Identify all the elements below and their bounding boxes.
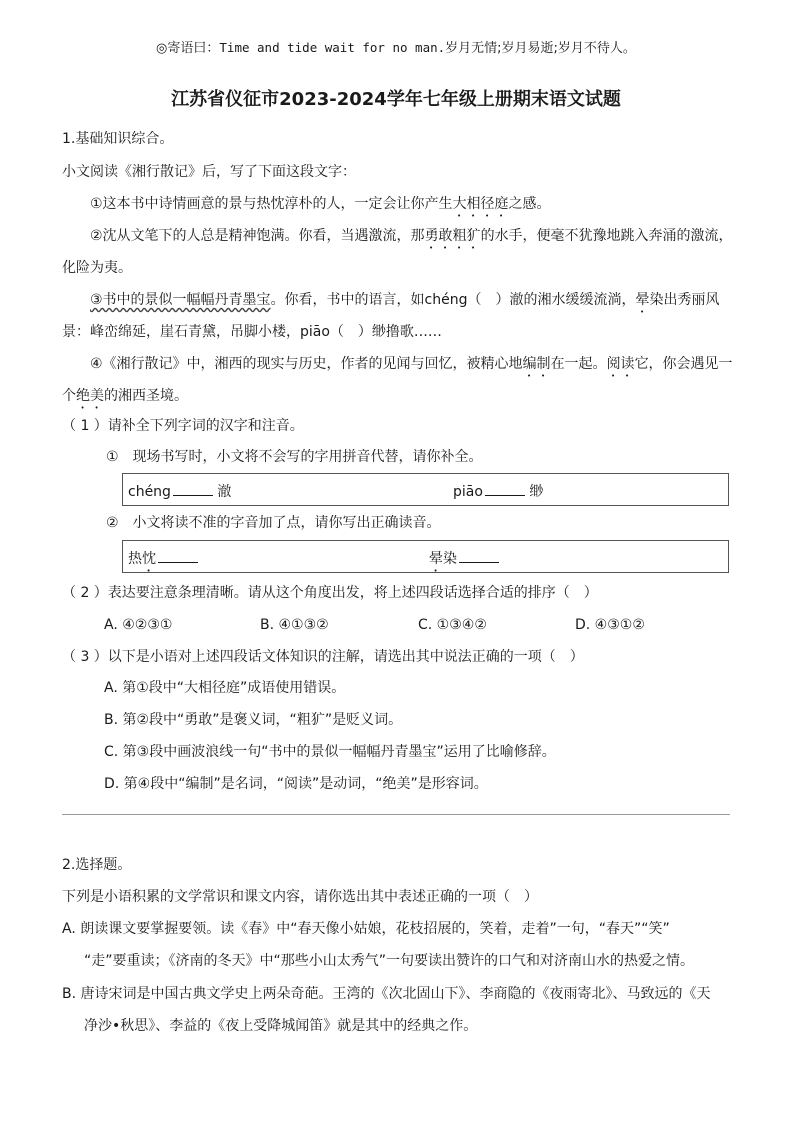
- reading-item-yunran: [429, 548, 499, 575]
- q2-heading: 2.选择题。: [62, 857, 132, 873]
- p4-dotted-read: 阅读: [606, 356, 635, 372]
- reading-answer-box: [122, 540, 729, 573]
- pinyin-piao: piāo: [453, 484, 483, 500]
- page-title: 江苏省仪征市2023-2024学年七年级上册期末语文试题: [171, 89, 621, 110]
- q1-paragraph-4-line-2: [62, 386, 188, 412]
- p1-text-c: 之感。: [508, 196, 551, 212]
- p2-dotted-rough: 粗犷: [452, 228, 481, 244]
- answer-blank[interactable]: [459, 548, 499, 563]
- char-miao: 缈: [529, 484, 544, 500]
- q1-paragraph-4-line-1: [90, 354, 733, 380]
- q1-sub3-option-c[interactable]: C. 第③段中画波浪线一句“书中的景似一幅幅丹青墨宝”运用了比喻修辞。: [104, 744, 556, 760]
- option-c[interactable]: C. ①③④②: [418, 617, 487, 633]
- q2-option-b-line-1[interactable]: B. 唐诗宋词是中国古典文学史上两朵奇葩。王湾的《次北固山下》、李商隐的《夜雨寄北》、马致远的《天: [62, 986, 711, 1002]
- p1-text-a: ①这本书中诗情画意的景与热忱淳朴的人，一定会让你产生: [90, 196, 453, 212]
- p4-text-g: 的湘西圣境。: [104, 388, 188, 404]
- q1-paragraph-3-line-2: 景：峰峦绵延，崖石青黛，吊脚小楼，piāo（ ）缈撸歌……: [62, 324, 442, 340]
- p4-text-f: 个: [62, 388, 76, 404]
- p4-dotted-beautiful: 绝美: [76, 388, 104, 404]
- q2-intro: 下列是小语积累的文学常识和课文内容，请你选出其中表述正确的一项（ ）: [62, 889, 538, 905]
- q1-intro: 小文阅读《湘行散记》后，写了下面这段文字：: [62, 164, 356, 180]
- p3-text-d: 染出秀丽风: [649, 292, 720, 308]
- q1-sub3-option-d[interactable]: D. 第④段中“编制”是名词，“阅读”是动词，“绝美”是形容词。: [104, 776, 488, 792]
- q1-sub3-option-b[interactable]: B. 第②段中“勇敢”是褒义词，“粗犷”是贬义词。: [104, 712, 403, 728]
- p4-text-c: 在一起。: [550, 356, 607, 372]
- p3-wavy-sentence: ③书中的景似一幅幅丹青墨宝: [90, 292, 271, 308]
- q1-paragraph-2-line-2: 化险为夷。: [62, 260, 132, 276]
- p3-dotted-char: 晕: [635, 292, 650, 308]
- p4-dotted-compile: 编制: [522, 356, 551, 372]
- q1-sub1-b-prompt: ② 小文将读不准的字音加了点，请你写出正确读音。: [106, 515, 441, 531]
- pinyin-cheng: chéng: [128, 484, 171, 500]
- char-re: 热: [128, 551, 142, 567]
- p1-dotted-idiom: 大相径庭: [452, 196, 509, 212]
- answer-blank[interactable]: [485, 481, 525, 496]
- q1-sub3-prompt: （ 3 ）以下是小语对上述四段话文体知识的注解，请选出其中说法正确的一项（ ）: [62, 649, 584, 665]
- q1-sub1-a-prompt: ① 现场书写时，小文将不会写的字用拼音代替，请你补全。: [106, 449, 483, 465]
- q1-paragraph-2-line-1: [90, 226, 733, 252]
- char-ran: 染: [443, 551, 457, 567]
- motto-header: [0, 38, 792, 59]
- motto-english: Time and tide wait for no man.: [219, 40, 446, 55]
- answer-blank[interactable]: [173, 481, 213, 496]
- q2-option-a-line-1[interactable]: A. 朗读课文要掌握要领。读《春》中“春天像小姑娘，花枝招展的，笑着，走着”一句，“春天”“笑”: [62, 921, 670, 937]
- q1-paragraph-3-line-1: [90, 290, 720, 316]
- q1-sub2-options: [104, 615, 704, 635]
- q1-sub3-option-a[interactable]: A. 第①段中“大相径庭”成语使用错误。: [104, 680, 346, 696]
- section-divider: [62, 814, 730, 815]
- reading-item-rechen: [128, 548, 198, 575]
- pinyin-item-cheng: [128, 481, 231, 501]
- q2-option-b-line-2: 净沙•秋思》、李益的《夜上受降城闻笛》就是其中的经典之作。: [84, 1018, 478, 1034]
- p4-text-a: ④《湘行散记》中，湘西的现实与历史，作者的见闻与回忆，被精心地: [90, 356, 523, 372]
- p4-text-e: 它，你会遇见一: [634, 356, 733, 372]
- char-yun-dotted: 晕: [429, 551, 443, 567]
- pinyin-answer-box: [122, 473, 729, 506]
- q1-heading: 1.基础知识综合。: [62, 131, 174, 147]
- q1-sub1-prompt: （ 1 ）请补全下列字词的汉字和注音。: [62, 418, 304, 434]
- q1-sub2-prompt: （ 2 ）表达要注意条理清晰。请从这个角度出发，将上述四段话选择合适的排序（ ）: [62, 585, 598, 601]
- motto-prefix: ◎寄语曰：: [156, 41, 220, 56]
- char-che: 澈: [217, 484, 232, 500]
- option-a[interactable]: A. ④②③①: [104, 617, 173, 633]
- p3-text-b: 。你看，书中的语言，如chéng（ ）澈的湘水缓缓流淌，: [270, 292, 636, 308]
- pinyin-item-piao: [453, 481, 543, 501]
- option-d[interactable]: D. ④③①②: [575, 617, 645, 633]
- p2-dotted-brave: 勇敢: [424, 228, 453, 244]
- p2-text-a: ②沈从文笔下的人总是精神饱满。你看，当遇激流，那: [90, 228, 425, 244]
- q2-option-a-line-2: “走”要重读；《济南的冬天》中“那些小山太秀气”一句要读出赞许的口气和对济南山水的热爱之情。: [84, 953, 695, 969]
- q1-paragraph-1: [90, 194, 551, 220]
- motto-chinese: 岁月无情;岁月易逝;岁月不待人。: [445, 41, 636, 56]
- p2-text-d: 的水手，便毫不犹豫地跳入奔涌的激流，: [480, 228, 733, 244]
- answer-blank[interactable]: [158, 548, 198, 563]
- char-chen-dotted: 忱: [142, 551, 156, 567]
- option-b[interactable]: B. ④①③②: [260, 617, 329, 633]
